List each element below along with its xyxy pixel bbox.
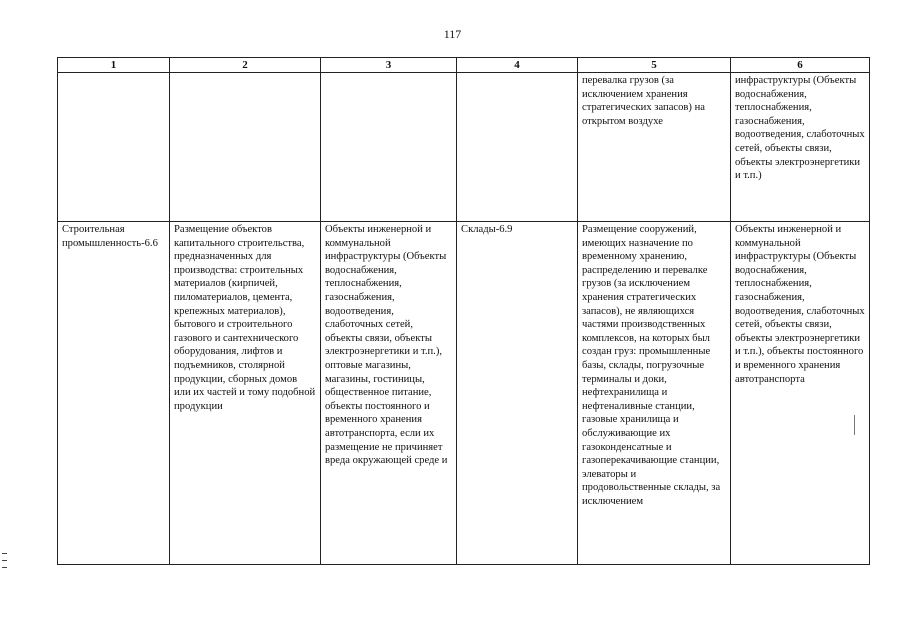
scan-artifact-line [854,415,855,435]
table-cell: Строительная промышленность-6.6 [58,222,170,565]
table-cell: Размещение объектов капитального строительства, предназначенных для производства: строительных материалов (кирпичей, пиломатериалов, цемента, крепежных материалов), бытового и строительного газового и сантехнического оборудования, лифтов и подъемников, столярной продукции, сборных домов или их частей и тому подобной продукции [170,222,321,565]
table-cell: Склады-6.9 [457,222,578,565]
scan-margin-mark [2,560,7,561]
table-cell: Объекты инженерной и коммунальной инфраструктуры (Объекты водоснабжения, теплоснабжения, газоснабжения, водоотведения, слаботочных сетей, объекты связи, объекты электроэнергетики и т.п.), оптовые магазины, магазины, гостиницы, общественное питание, объекты постоянного и временного хранения автотранспорта, если их размещение не причиняет вреда окружающей среде и [321,222,457,565]
table-cell [170,73,321,222]
page-number: 117 [443,27,462,41]
table-cell: Объекты инженерной и коммунальной инфраструктуры (Объекты водоснабжения, теплоснабжения, газоснабжения, водоотведения, слаботочных сетей, объекты связи, объекты электроэнергетики и т.п.), объекты постоянного и временного хранения автотранспорта [731,222,870,565]
scan-margin-mark [2,553,7,554]
column-header: 6 [731,58,870,73]
table-cell [58,73,170,222]
column-header: 4 [457,58,578,73]
column-header: 2 [170,58,321,73]
scan-margin-mark [2,567,7,568]
table-cell [457,73,578,222]
table-cell [321,73,457,222]
land-use-table [57,57,870,565]
header-row [58,58,870,73]
table-cell: Размещение сооружений, имеющих назначение по временному хранению, распределению и перевалке грузов (за исключением хранения стратегических запасов), не являющихся частями производственных комплексов, на которых был создан груз: промышленные базы, склады, погрузочные терминалы и доки, нефтехранилища и нефтеналивные станции, газовые хранилища и обслуживающие их газоконденсатные и газоперекачивающие станции, элеваторы и продовольственные склады, за исключением [578,222,731,565]
table-cell: инфраструктуры (Объекты водоснабжения, теплоснабжения, газоснабжения, водоотведения, слаботочных сетей, объекты связи, объекты электроэнергетики и т.п.) [731,73,870,222]
column-header: 5 [578,58,731,73]
table-cell: перевалка грузов (за исключением хранения стратегических запасов) на открытом воздухе [578,73,731,222]
column-header: 1 [58,58,170,73]
table-row [58,222,870,565]
column-header: 3 [321,58,457,73]
table-row [58,73,870,222]
